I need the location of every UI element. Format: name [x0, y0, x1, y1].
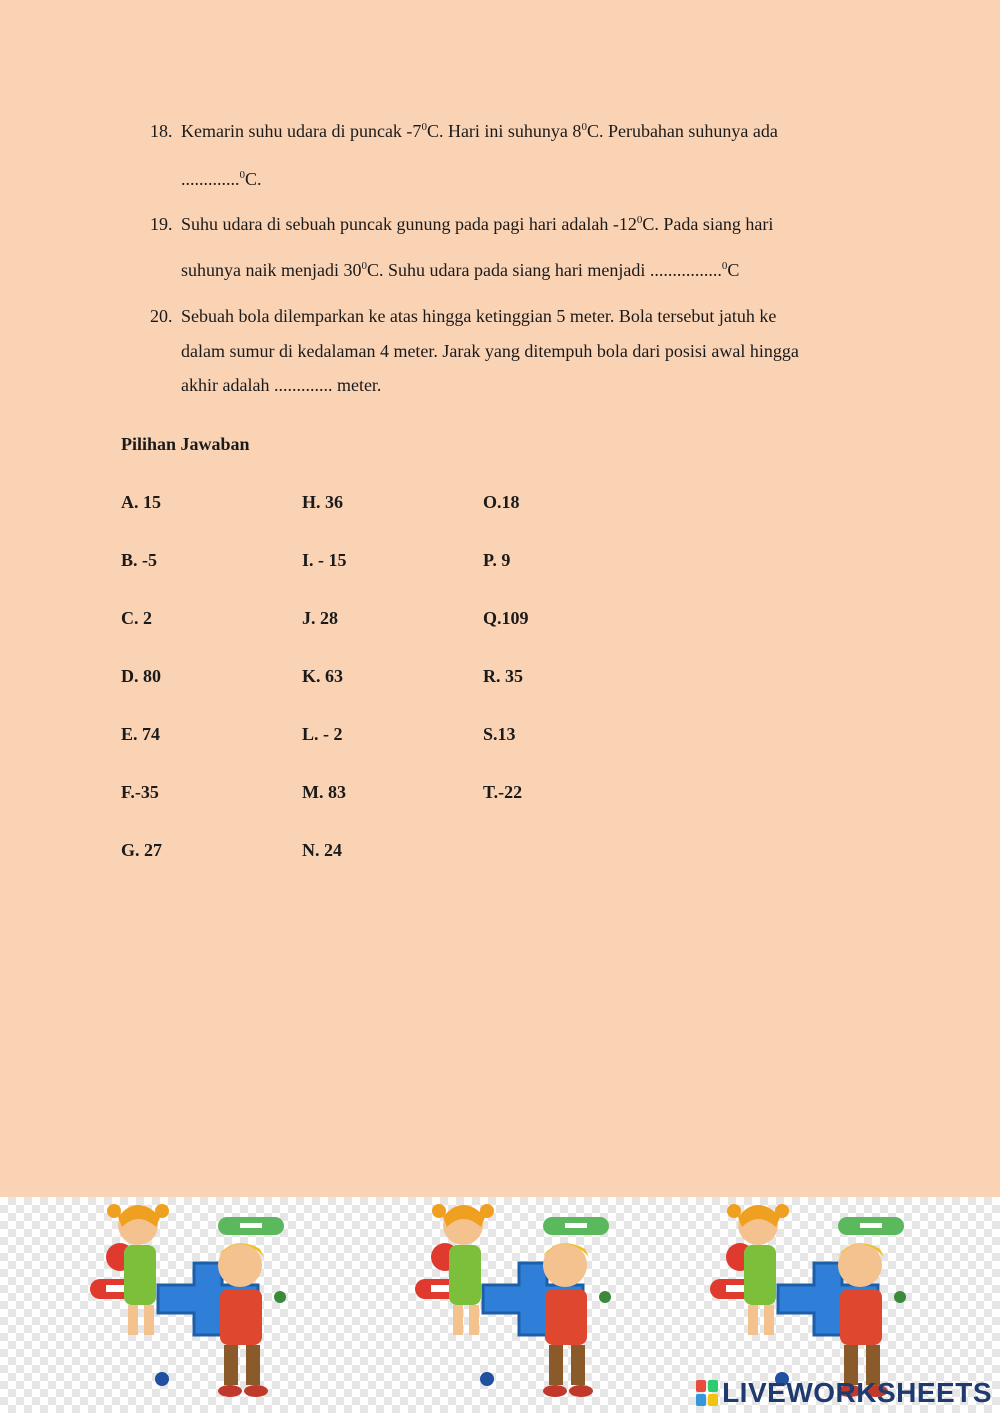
question-line: Sebuah bola dilemparkan ke atas hingga ketinggian 5 meter. Bola tersebut jatuh ke: [181, 306, 777, 326]
liveworksheets-logo-icon: [696, 1380, 718, 1406]
answer-option: J. 28: [302, 608, 338, 628]
answer-option: B. -5: [121, 550, 157, 570]
question-line: suhunya naik menjadi $30^0C$. Suhu udara pada siang hari menjadi ................$^0$C: [181, 260, 740, 280]
answer-option: K. 63: [302, 666, 344, 686]
answer-option: Q.109: [483, 608, 529, 628]
answer-option: S.13: [483, 724, 516, 744]
question-line: .............$^0$C.: [181, 169, 262, 189]
answer-option: M. 83: [302, 782, 346, 802]
answer-option: T.-22: [483, 782, 523, 802]
question-number: 19.: [150, 214, 173, 234]
answer-option: D. 80: [121, 666, 161, 686]
answer-option: R. 35: [483, 666, 523, 686]
answer-option: A. 15: [121, 492, 161, 512]
answer-option: L. - 2: [302, 724, 343, 744]
answer-option: O.18: [483, 492, 520, 512]
answer-option: H. 36: [302, 492, 344, 512]
answer-choices-heading: Pilihan Jawaban: [121, 434, 250, 454]
question-number: 18.: [150, 121, 173, 141]
answer-option: I. - 15: [302, 550, 347, 570]
answer-option: P. 9: [483, 550, 511, 570]
liveworksheets-logo-text: LIVEWORKSHEETS: [722, 1377, 992, 1408]
answer-option: N. 24: [302, 840, 342, 860]
question-line: dalam sumur di kedalaman 4 meter. Jarak yang ditempuh bola dari posisi awal hingga: [181, 341, 799, 361]
footer-illustration-strip: [0, 1197, 1000, 1413]
answer-option: C. 2: [121, 608, 152, 628]
answer-option: G. 27: [121, 840, 163, 860]
answer-option: E. 74: [121, 724, 161, 744]
question-line: akhir adalah ............. meter.: [181, 375, 382, 395]
liveworksheets-logo: [696, 1377, 992, 1409]
question-line: Suhu udara di sebuah puncak gunung pada pagi hari adalah $-12^0C$. Pada siang hari: [181, 214, 774, 234]
kids-math-illustration: [405, 1197, 625, 1413]
kids-math-illustration: [80, 1197, 300, 1413]
answer-option: F.-35: [121, 782, 159, 802]
question-line: Kemarin suhu udara di puncak $-7^0C$. Hari ini suhunya $8^0C$. Perubahan suhunya ada: [181, 121, 778, 141]
question-number: 20.: [150, 306, 173, 326]
